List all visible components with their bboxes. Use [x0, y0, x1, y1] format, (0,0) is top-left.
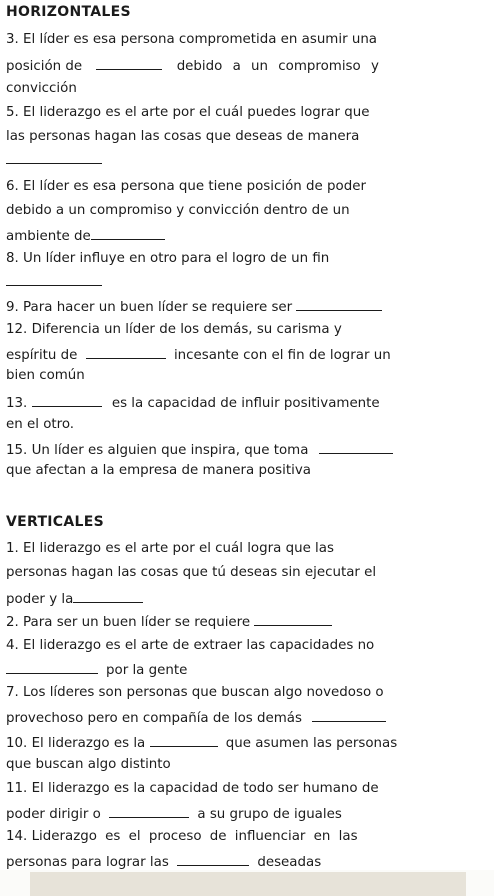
answer-blank[interactable]	[6, 150, 102, 164]
clue-h5-line2: las personas hagan las cosas que deseas de manera	[6, 129, 360, 144]
clue-h6-line3: ambiente de	[6, 226, 486, 245]
answer-blank[interactable]	[6, 272, 102, 286]
clue-v10-line1: 10. El liderazgo es la que asumen las personas	[6, 733, 486, 752]
clue-h15-line2: que afectan a la empresa de manera positiva	[6, 463, 311, 478]
clue-h3-line3: convicción	[6, 81, 77, 96]
clue-h8-line2	[6, 272, 486, 291]
clue-v14-line2: personas para lograr las deseadas	[6, 852, 486, 871]
clue-v7-line1: 7. Los líderes son personas que buscan algo novedoso o	[6, 685, 384, 700]
section-title-horizontales: HORIZONTALES	[6, 4, 131, 20]
answer-blank[interactable]	[319, 440, 393, 454]
clue-h6-line1: 6. El líder es esa persona que tiene posición de poder	[6, 179, 366, 194]
answer-blank[interactable]	[32, 393, 102, 407]
clue-h12-line2: espíritu de incesante con el fin de lograr un	[6, 345, 486, 364]
answer-blank[interactable]	[96, 56, 162, 70]
answer-blank[interactable]	[73, 589, 143, 603]
clue-v1-line3: poder y la	[6, 589, 486, 608]
answer-blank[interactable]	[296, 297, 382, 311]
answer-blank[interactable]	[6, 660, 98, 674]
section-title-verticales: VERTICALES	[6, 514, 104, 530]
answer-blank[interactable]	[254, 612, 332, 626]
clue-h12-line3: bien común	[6, 368, 85, 383]
clue-h9-line1: 9. Para hacer un buen líder se requiere ser	[6, 297, 486, 316]
answer-blank[interactable]	[312, 708, 386, 722]
clue-h5-line3	[6, 150, 486, 169]
clue-h13-line1: 13. es la capacidad de influir positivamente	[6, 393, 486, 412]
answer-blank[interactable]	[150, 733, 218, 747]
clue-v4-line2: por la gente	[6, 660, 486, 679]
clue-v11-line1: 11. El liderazgo es la capacidad de todo ser humano de	[6, 781, 379, 796]
clue-h3-line2: posición de debido a un compromiso y	[6, 56, 486, 75]
clue-v1-line1: 1. El liderazgo es el arte por el cuál logra que las	[6, 541, 334, 556]
clue-v11-line2: poder dirigir o a su grupo de iguales	[6, 804, 486, 823]
clue-v2-line1: 2. Para ser un buen líder se requiere	[6, 612, 486, 631]
clue-v1-line2: personas hagan las cosas que tú deseas sin ejecutar el	[6, 565, 377, 580]
clue-h8-line1: 8. Un líder influye en otro para el logro de un fin	[6, 251, 330, 266]
answer-blank[interactable]	[91, 226, 165, 240]
answer-blank[interactable]	[177, 852, 249, 866]
clue-h3-line1: 3. El líder es esa persona comprometida en asumir una	[6, 32, 378, 47]
clue-h13-line2: en el otro.	[6, 417, 75, 432]
clue-v4-line1: 4. El liderazgo es el arte de extraer las capacidades no	[6, 638, 375, 653]
clue-h15-line1: 15. Un líder es alguien que inspira, que toma	[6, 440, 486, 459]
answer-blank[interactable]	[86, 345, 166, 359]
clue-v7-line2: provechoso pero en compañía de los demás	[6, 708, 486, 727]
page-edge-strip	[30, 872, 466, 896]
clue-v14-line1: 14. Liderazgo es el proceso de influenciar en las	[6, 829, 358, 844]
answer-blank[interactable]	[109, 804, 189, 818]
clue-h12-line1: 12. Diferencia un líder de los demás, su carisma y	[6, 322, 342, 337]
clue-h5-line1: 5. El liderazgo es el arte por el cuál puedes lograr que	[6, 105, 370, 120]
clue-v10-line2: que buscan algo distinto	[6, 757, 171, 772]
clue-h6-line2: debido a un compromiso y convicción dentro de un	[6, 203, 350, 218]
